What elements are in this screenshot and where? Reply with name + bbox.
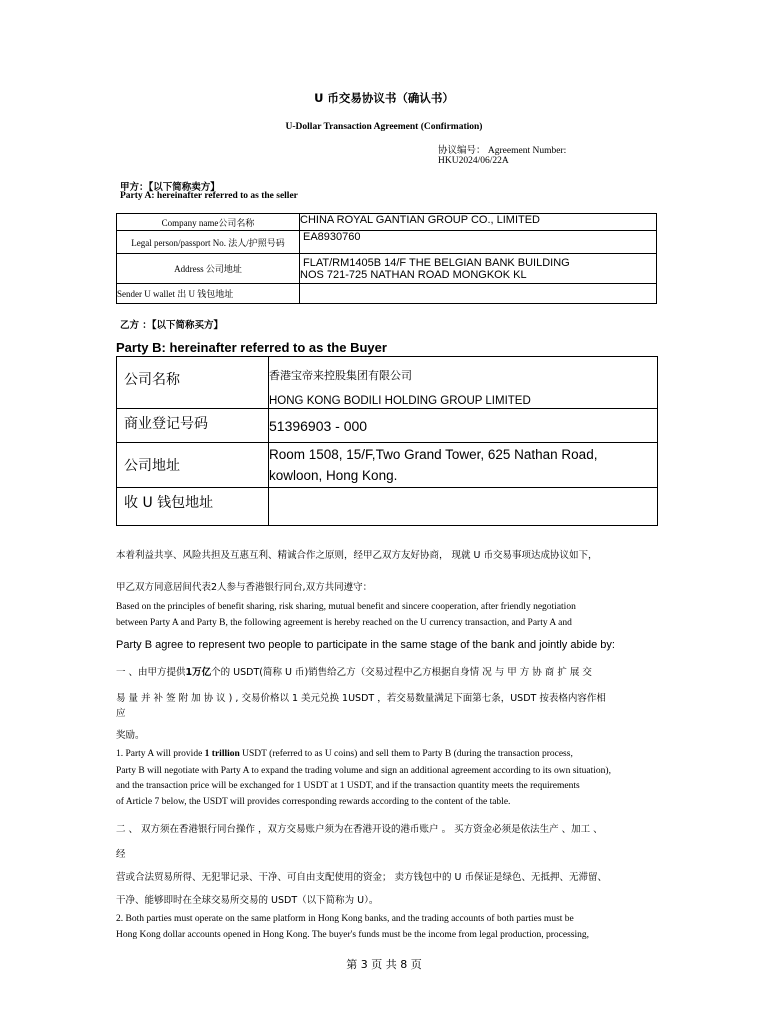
party-b-label-wallet: 收 U 钱包地址 bbox=[117, 488, 269, 526]
party-b-address-line2: kowloon, Hong Kong. bbox=[269, 468, 398, 483]
party-b-row-wallet bbox=[117, 488, 658, 526]
page-number: 第 3 页 共 8 页 bbox=[346, 958, 422, 971]
party-b-value-address bbox=[269, 443, 658, 488]
clause1-cn-amount: 1万亿 bbox=[185, 667, 212, 678]
party-b-row-address bbox=[117, 443, 658, 488]
clause1-cn-line1 bbox=[116, 664, 592, 678]
party-a-value-company: CHINA ROYAL GANTIAN GROUP CO., LIMITED bbox=[300, 214, 657, 231]
party-a-label-legal: Legal person/passport No. 法人/护照号码 bbox=[117, 231, 300, 254]
party-b-row-regno bbox=[117, 409, 658, 443]
party-b-label-address: 公司地址 bbox=[117, 443, 269, 488]
clause1-cn-rest: 个的 USDT(简称 U 币)销售给乙方（交易过程中乙方根据自身情 况 与 甲 方 协 商 扩 展 交 bbox=[211, 667, 592, 678]
agreement-number: HKU2024/06/22A bbox=[438, 156, 509, 166]
clause2-cn-line4: 干净、能够即时在全球交易所交易的 USDT（以下简称为 U）。 bbox=[116, 895, 379, 906]
clause1-cn-prefix: 一 、由甲方提供 bbox=[116, 667, 186, 678]
intro-cn-line2: 甲乙双方同意居间代表2人参与香港银行同台,双方共同遵守： bbox=[116, 582, 373, 593]
party-b-value-company bbox=[269, 357, 658, 409]
clause1-cn-line4: 奖励。 bbox=[116, 730, 145, 741]
intro-en-line1: Based on the principles of benefit sharing, risk sharing, mutual benefit and sincere cooperation, after friendly negotiation bbox=[116, 602, 576, 612]
party-a-value-address bbox=[300, 254, 657, 284]
party-b-company-cn: 香港宝帝来控股集团有限公司 bbox=[269, 369, 412, 382]
party-a-address-line2: NOS 721-725 NATHAN ROAD MONGKOK KL bbox=[300, 268, 527, 281]
clause2-cn-line2: 经 bbox=[116, 849, 126, 860]
clause1-en-prefix: 1. Party A will provide bbox=[116, 749, 205, 759]
party-a-row-legal bbox=[117, 231, 657, 254]
title-en: U-Dollar Transaction Agreement (Confirmation) bbox=[285, 122, 483, 132]
clause1-en-line4: of Article 7 below, the USDT will provides corresponding rewards according to the content of the table. bbox=[116, 797, 511, 807]
clause2-en-line2: Hong Kong dollar accounts opened in Hong Kong. The buyer's funds must be the income from legal production, processing, bbox=[116, 930, 590, 940]
party-a-row-wallet bbox=[117, 284, 657, 304]
party-b-label-regno: 商业登记号码 bbox=[117, 409, 269, 443]
party-a-row-address bbox=[117, 254, 657, 284]
party-b-value-wallet bbox=[269, 488, 658, 526]
clause2-en-line1: 2. Both parties must operate on the same platform in Hong Kong banks, and the trading accounts of both parties must be bbox=[116, 914, 574, 924]
party-a-label-company: Company name公司名称 bbox=[117, 214, 300, 231]
party-b-value-regno: 51396903 - 000 bbox=[269, 409, 658, 443]
agreement-number-label: 协议编号： Agreement Number: bbox=[438, 146, 567, 156]
intro-cn-line1: 本着利益共享、风险共担及互惠互利、精诚合作之原则，经甲乙双方友好协商， 现就 U 币交易事项达成协议如下， bbox=[116, 550, 598, 561]
clause1-en-line3: and the transaction price will be exchanged for 1 USDT at 1 USDT, and if the transaction quantity meets the requirements bbox=[116, 781, 580, 791]
party-b-company-en: HONG KONG BODILI HOLDING GROUP LIMITED bbox=[269, 395, 531, 407]
party-b-row-company bbox=[117, 357, 658, 409]
title-cn: U 币交易协议书（确认书） bbox=[314, 91, 454, 105]
party-a-label-wallet: Sender U wallet 出 U 钱包地址 bbox=[117, 284, 300, 304]
clause1-cn-line2: 易 量 并 补 签 附 加 协 议 ) , 交易价格以 1 美元兑换 1USDT ，若交易数量满足下面第七条，USDT 按表格内容作相 bbox=[116, 693, 606, 704]
party-a-address-line1: FLAT/RM1405B 14/F THE BELGIAN BANK BUILDING bbox=[303, 256, 570, 269]
clause1-en-amount: 1 trillion bbox=[204, 749, 240, 759]
clause1-en-line1 bbox=[116, 749, 573, 759]
party-b-table bbox=[116, 356, 658, 526]
party-b-heading-cn: 乙方 ：【以下简称买方】 bbox=[120, 320, 224, 331]
party-a-table bbox=[116, 213, 657, 304]
party-a-label-address: Address 公司地址 bbox=[117, 254, 300, 284]
party-a-row-company bbox=[117, 214, 657, 231]
clause2-cn-line1: 二 、 双方须在香港银行同台操作 ，双方交易账户须为在香港开设的港币账户 。 买方资金必须是依法生产 、加工 、 bbox=[116, 824, 603, 835]
party-a-value-wallet bbox=[300, 284, 657, 304]
clause1-en-rest: USDT (referred to as U coins) and sell them to Party B (during the transaction process, bbox=[239, 749, 573, 759]
party-a-heading-cn: 甲方：【以下简称卖方】 bbox=[120, 182, 220, 193]
intro-en-line2: between Party A and Party B, the following agreement is hereby reached on the U currency transaction, and Party A and bbox=[116, 618, 572, 628]
clause2-cn-line3: 营或合法贸易所得、无犯罪记录、干净、可自由支配使用的资金； 卖方钱包中的 U 币保证是绿色、无抵押、无滞留、 bbox=[116, 872, 608, 883]
party-b-address-line1: Room 1508, 15/F,Two Grand Tower, 625 Nathan Road, bbox=[269, 447, 598, 462]
party-b-label-company: 公司名称 bbox=[117, 357, 269, 409]
clause1-cn-line3: 应 bbox=[116, 708, 126, 719]
party-b-heading-en: Party B: hereinafter referred to as the Buyer bbox=[116, 340, 387, 355]
intro-en-line3: Party B agree to represent two people to participate in the same stage of the bank and jointly abide by: bbox=[116, 639, 615, 651]
party-a-value-legal: EA8930760 bbox=[300, 231, 657, 254]
clause1-en-line2: Party B will negotiate with Party A to expand the trading volume and sign an additional agreement according to its own situation), bbox=[116, 766, 611, 776]
party-a-heading-en: Party A: hereinafter referred to as the seller bbox=[120, 191, 298, 201]
